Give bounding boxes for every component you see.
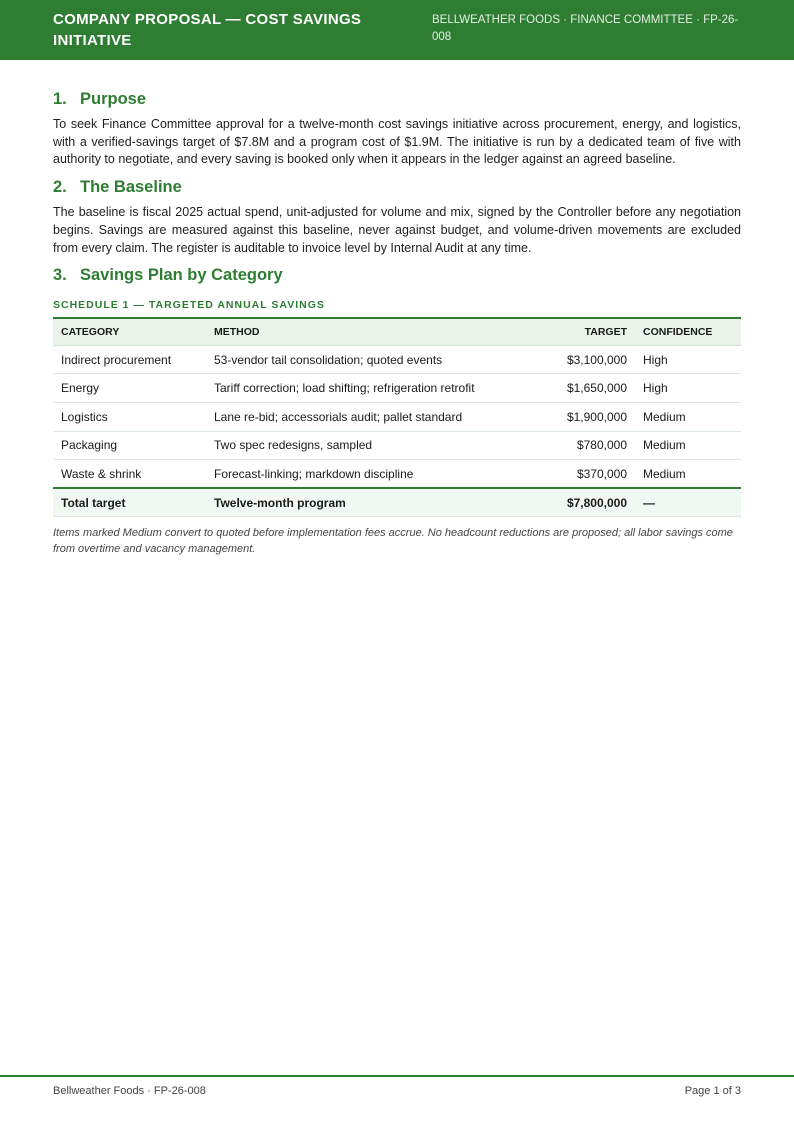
cell-target: $1,650,000 [543, 374, 635, 403]
cell-confidence: Medium [635, 402, 741, 431]
savings-table [53, 317, 741, 517]
table-row [53, 374, 741, 403]
cell-confidence: High [635, 374, 741, 403]
column-header-method: METHOD [206, 318, 543, 345]
cell-method: Forecast-linking; markdown discipline [206, 460, 543, 489]
cell-target: $780,000 [543, 431, 635, 460]
table-total-row [53, 488, 741, 517]
section-heading-savings-plan [53, 266, 741, 285]
section-number: 1. [53, 90, 67, 108]
section-number: 3. [53, 266, 67, 285]
footer-divider [0, 1075, 794, 1077]
cell-category: Logistics [53, 402, 206, 431]
cell-confidence: Medium [635, 460, 741, 489]
table-header-row [53, 318, 741, 345]
table-row [53, 460, 741, 489]
total-label: Total target [53, 488, 206, 517]
total-target: $7,800,000 [543, 488, 635, 517]
page-header [0, 0, 794, 60]
section-heading-purpose [53, 90, 741, 109]
cell-method: Tariff correction; load shifting; refrigeration retrofit [206, 374, 543, 403]
section-heading-baseline [53, 178, 741, 197]
cell-target: $1,900,000 [543, 402, 635, 431]
section-text-baseline: The baseline is fiscal 2025 actual spend, unit-adjusted for volume and mix, signed by the Controller before any negotiation begins. Savings are measured against this baseline, never against budget, and volume-driven movements are excluded from every claim. The register is auditable to invoice level by Internal Audit at any time. [53, 205, 741, 255]
cell-method: Two spec redesigns, sampled [206, 431, 543, 460]
cell-confidence: Medium [635, 431, 741, 460]
table-row [53, 402, 741, 431]
section-number: 2. [53, 178, 67, 197]
document-title: COMPANY PROPOSAL — COST SAVINGS INITIATIVE [53, 11, 362, 49]
section-title: The Baseline [80, 178, 182, 197]
document-body [53, 90, 741, 557]
section-title: Purpose [80, 90, 147, 108]
cell-category: Energy [53, 374, 206, 403]
cell-target: $3,100,000 [543, 345, 635, 374]
table-row [53, 431, 741, 460]
column-header-confidence: CONFIDENCE [635, 318, 741, 345]
cell-target: $370,000 [543, 460, 635, 489]
cell-category: Packaging [53, 431, 206, 460]
schedule-title: SCHEDULE 1 — TARGETED ANNUAL SAVINGS [53, 299, 325, 312]
table-note: Items marked Medium convert to quoted before implementation fees accrue. No headcount reductions are proposed; all labor savings come from overtime and vacancy management. [53, 527, 733, 556]
cell-confidence: High [635, 345, 741, 374]
document-meta: BELLWEATHER FOODS · FINANCE COMMITTEE · FP-26-008 [432, 14, 739, 43]
footer-document-id: Bellweather Foods · FP-26-008 [53, 1085, 206, 1097]
cell-method: Lane re-bid; accessorials audit; pallet standard [206, 402, 543, 431]
column-header-target: TARGET [543, 318, 635, 345]
column-header-category: CATEGORY [53, 318, 206, 345]
section-title: Savings Plan by Category [80, 266, 283, 285]
table-row [53, 345, 741, 374]
cell-method: 53-vendor tail consolidation; quoted events [206, 345, 543, 374]
total-method: Twelve-month program [206, 488, 543, 517]
total-confidence: — [635, 488, 741, 517]
cell-category: Indirect procurement [53, 345, 206, 374]
page-number: Page 1 of 3 [684, 1085, 741, 1097]
section-text-purpose: To seek Finance Committee approval for a twelve-month cost savings initiative across procurement, energy, and logistics, with a verified-savings target of $7.8M and a program cost of $1.9M. The initiative is run by a dedicated team of five with authority to negotiate, and every saving is booked only when it appears in the ledger against an agreed baseline. [53, 117, 741, 167]
cell-category: Waste & shrink [53, 460, 206, 489]
